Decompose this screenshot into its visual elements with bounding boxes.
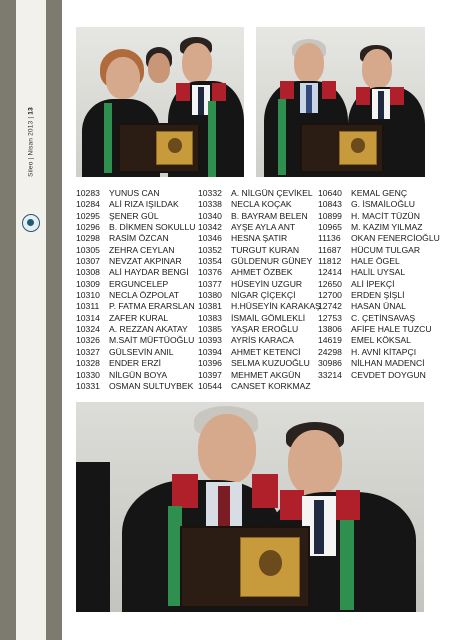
- graduate-name: İSMAİL GÖMLEKLİ: [231, 312, 306, 323]
- graduate-entry: [318, 301, 440, 312]
- graduate-name: HALİL UYSAL: [351, 267, 406, 278]
- graduate-name: YAŞAR EROĞLU: [231, 324, 299, 335]
- registry-number: 30986: [318, 358, 342, 369]
- photo-ceremony-1: [76, 27, 244, 177]
- graduate-entry: [318, 279, 440, 290]
- graduate-name: AHMET KETENCİ: [231, 346, 301, 357]
- graduate-name: B. BAYRAM BELEN: [231, 210, 308, 221]
- graduate-entry: [198, 267, 321, 278]
- gown-collar: [280, 81, 294, 99]
- graduate-entry: [76, 335, 195, 346]
- graduate-entry: [198, 347, 321, 358]
- registry-number: 10352: [198, 244, 222, 255]
- award-plaque: [118, 123, 200, 173]
- graduate-entry: [318, 199, 440, 210]
- graduate-entry: [198, 381, 321, 392]
- registry-number: 10394: [198, 346, 222, 357]
- graduate-entry: [76, 267, 195, 278]
- gown-collar: [172, 474, 198, 508]
- person-tie: [306, 85, 312, 113]
- registry-number: 10283: [76, 188, 100, 198]
- graduate-name: AYRİS KARACA: [231, 335, 294, 346]
- graduate-entry: [318, 370, 440, 381]
- person-stole: [340, 520, 354, 610]
- graduate-name: NEVZAT AKPINAR: [109, 256, 182, 267]
- sidebar-strip: [16, 0, 46, 640]
- graduate-entry: [76, 381, 195, 392]
- graduate-entry: [76, 211, 195, 222]
- graduate-name: SELMA KUZUOĞLU: [231, 358, 310, 369]
- graduate-entry: [198, 211, 321, 222]
- registry-number: 12753: [318, 312, 342, 323]
- registry-number: 10381: [198, 301, 222, 312]
- graduate-name: ALİ HAYDAR BENGİ: [109, 267, 189, 278]
- gown-collar: [212, 83, 226, 101]
- registry-number: 33214: [318, 369, 342, 380]
- graduate-name: AHMET ÖZBEK: [231, 267, 293, 278]
- graduate-name: ZAFER KURAL: [109, 312, 169, 323]
- magazine-logo-icon: [22, 214, 40, 232]
- registry-number: 10385: [198, 324, 222, 335]
- graduate-entry: [318, 335, 440, 346]
- gown-collar: [252, 474, 278, 508]
- graduate-entry: [76, 188, 195, 199]
- graduate-entry: [198, 222, 321, 233]
- registry-number: 24298: [318, 346, 342, 357]
- graduate-name: ENDER ERZİ: [109, 358, 162, 369]
- graduate-list-column-3: [318, 188, 440, 381]
- graduate-entry: [318, 324, 440, 335]
- graduate-name: CANSET KORKMAZ: [231, 380, 311, 391]
- graduate-entry: [318, 188, 440, 199]
- graduate-entry: [76, 279, 195, 290]
- registry-number: 10331: [76, 380, 100, 391]
- graduate-entry: [198, 279, 321, 290]
- graduate-name: AYŞE AYLA ANT: [231, 222, 296, 233]
- graduate-entry: [76, 301, 195, 312]
- person-head: [198, 414, 256, 484]
- graduate-name: G. İSMAİLOĞLU: [351, 199, 415, 210]
- graduate-name: ERDEN ŞİŞLİ: [351, 290, 405, 301]
- graduate-entry: [198, 290, 321, 301]
- graduate-name: NİGAR ÇİÇEKÇİ: [231, 290, 296, 301]
- graduate-name: H. MACİT TÜZÜN: [351, 210, 420, 221]
- registry-number: 10328: [76, 358, 100, 369]
- registry-number: 10354: [198, 256, 222, 267]
- graduate-entry: [198, 301, 321, 312]
- graduate-name: RASİM ÖZCAN: [109, 233, 169, 244]
- gown-collar: [336, 490, 360, 520]
- graduate-name: HÜSEYİN UZGUR: [231, 278, 303, 289]
- award-plaque: [300, 123, 384, 173]
- graduate-name: ERGUNCELEP: [109, 278, 169, 289]
- graduate-name: EMEL KÖKSAL: [351, 335, 411, 346]
- plaque-gold-plate: [339, 131, 377, 166]
- graduate-name: A. NİLGÜN ÇEVİKEL: [231, 188, 313, 198]
- registry-number: 11812: [318, 256, 342, 267]
- registry-number: 10376: [198, 267, 222, 278]
- registry-number: 11136: [318, 233, 341, 244]
- graduate-entry: [198, 188, 321, 199]
- person-tie: [198, 87, 204, 115]
- graduate-name: KEMAL GENÇ: [351, 188, 408, 198]
- graduate-entry: [76, 199, 195, 210]
- award-plaque: [180, 526, 310, 608]
- graduate-name: HESNA ŞATIR: [231, 233, 288, 244]
- photo-ceremony-3: [76, 402, 424, 612]
- person-stole: [278, 99, 286, 175]
- graduate-name: H.HÜSEYİN KARAKAŞ: [231, 301, 321, 312]
- graduate-entry: [76, 347, 195, 358]
- registry-number: 10296: [76, 222, 100, 233]
- registry-number: 10305: [76, 244, 100, 255]
- graduate-entry: [318, 358, 440, 369]
- person-stole: [208, 101, 216, 177]
- graduate-entry: [198, 324, 321, 335]
- running-footer: Sileo | Nisan 2013 | 13: [27, 107, 35, 177]
- graduate-entry: [198, 245, 321, 256]
- graduate-entry: [318, 267, 440, 278]
- registry-number: 13806: [318, 324, 342, 335]
- registry-number: 10377: [198, 278, 222, 289]
- graduate-name: M. KAZIM YILMAZ: [351, 222, 423, 233]
- registry-number: 12742: [318, 301, 342, 312]
- graduate-name: AFİFE HALE TUZCU: [351, 324, 432, 335]
- registry-number: 11687: [318, 244, 342, 255]
- person-tie: [314, 500, 324, 554]
- graduate-entry: [198, 370, 321, 381]
- graduate-name: ZEHRA CEYLAN: [109, 244, 175, 255]
- registry-number: 10380: [198, 290, 222, 301]
- graduate-entry: [76, 290, 195, 301]
- graduate-name: NECLA ÖZPOLAT: [109, 290, 180, 301]
- registry-number: 10310: [76, 290, 100, 301]
- graduate-entry: [76, 324, 195, 335]
- graduate-entry: [76, 222, 195, 233]
- registry-number: 10396: [198, 358, 222, 369]
- background-person: [76, 462, 110, 612]
- registry-number: 10843: [318, 199, 342, 210]
- person-head: [148, 53, 170, 83]
- graduate-name: HASAN ÜNAL: [351, 301, 406, 312]
- gown-collar: [356, 87, 370, 105]
- person-head: [106, 57, 140, 99]
- graduate-name: OSMAN SULTUYBEK: [109, 380, 194, 391]
- registry-number: 10397: [198, 369, 222, 380]
- graduate-entry: [318, 211, 440, 222]
- registry-number: 10332: [198, 188, 222, 198]
- page-number: 13: [27, 107, 35, 115]
- registry-number: 10342: [198, 222, 222, 233]
- person-tie: [378, 91, 384, 119]
- graduate-entry: [318, 222, 440, 233]
- graduate-name: GÜLSEVİN ANIL: [109, 346, 174, 357]
- registry-number: 10327: [76, 346, 100, 357]
- graduate-entry: [198, 233, 321, 244]
- registry-number: 10308: [76, 267, 100, 278]
- graduate-entry: [76, 313, 195, 324]
- graduate-list-column-2: [198, 188, 321, 392]
- graduate-entry: [198, 335, 321, 346]
- graduate-entry: [318, 233, 440, 244]
- graduate-name: YUNUS CAN: [109, 188, 160, 198]
- gown-collar: [280, 490, 304, 520]
- person-head: [182, 43, 212, 83]
- registry-number: 10311: [76, 301, 100, 312]
- graduate-entry: [318, 245, 440, 256]
- graduate-entry: [318, 347, 440, 358]
- person-head: [288, 430, 342, 496]
- registry-number: 10298: [76, 233, 100, 244]
- graduate-name: ALİ İPEKÇİ: [351, 278, 395, 289]
- magazine-name: Sileo: [27, 161, 35, 177]
- plaque-gold-plate: [156, 131, 193, 166]
- graduate-name: NİLGÜN BOYA: [109, 369, 168, 380]
- registry-number: 12650: [318, 278, 342, 289]
- gown-collar: [390, 87, 404, 105]
- graduate-name: HALE ÖGEL: [351, 256, 400, 267]
- graduate-name: C. ÇETİNSAVAŞ: [351, 312, 416, 323]
- registry-number: 10393: [198, 335, 222, 346]
- graduate-entry: [76, 256, 195, 267]
- graduate-list-column-1: [76, 188, 195, 392]
- person-head: [362, 49, 392, 89]
- registry-number: 10640: [318, 188, 342, 198]
- graduate-name: MEHMET AKGÜN: [231, 369, 301, 380]
- registry-number: 10326: [76, 335, 100, 346]
- registry-number: 10307: [76, 256, 100, 267]
- registry-number: 10324: [76, 324, 100, 335]
- graduate-name: TURGUT KURAN: [231, 244, 300, 255]
- page-sidebar: [0, 0, 62, 640]
- graduate-name: NİLHAN MADENCİ: [351, 358, 425, 369]
- registry-number: 12700: [318, 290, 342, 301]
- graduate-entry: [198, 358, 321, 369]
- graduate-entry: [198, 199, 321, 210]
- registry-number: 10899: [318, 210, 342, 221]
- person-head: [294, 43, 324, 83]
- graduate-name: GÜLDENUR GÜNEY: [231, 256, 313, 267]
- registry-number: 10284: [76, 199, 100, 210]
- graduate-name: CEVDET DOYGUN: [351, 369, 426, 380]
- graduate-name: ALİ RIZA IŞILDAK: [109, 199, 179, 210]
- graduate-entry: [76, 370, 195, 381]
- registry-number: 10330: [76, 369, 100, 380]
- graduate-entry: [318, 256, 440, 267]
- person-stole: [104, 103, 112, 173]
- issue-date: Nisan 2013: [27, 120, 35, 156]
- graduate-name: ŞENER GÜL: [109, 210, 159, 221]
- graduate-entry: [198, 313, 321, 324]
- graduate-entry: [76, 245, 195, 256]
- registry-number: 14619: [318, 335, 342, 346]
- plaque-gold-plate: [240, 537, 300, 596]
- registry-number: 10338: [198, 199, 222, 210]
- gown-collar: [322, 81, 336, 99]
- graduate-name: H. AVNİ KİTAPÇI: [351, 346, 417, 357]
- gown-collar: [176, 83, 190, 101]
- graduate-entry: [318, 313, 440, 324]
- graduate-name: NECLA KOÇAK: [231, 199, 292, 210]
- graduate-entry: [198, 256, 321, 267]
- graduate-name: M.SAİT MÜFTÜOĞLU: [109, 335, 195, 346]
- graduate-name: P. FATMA ERARSLAN: [109, 301, 195, 312]
- graduate-entry: [76, 358, 195, 369]
- registry-number: 10295: [76, 210, 100, 221]
- graduate-name: A. REZZAN AKATAY: [109, 324, 188, 335]
- registry-number: 10309: [76, 278, 100, 289]
- registry-number: 12414: [318, 267, 342, 278]
- registry-number: 10965: [318, 222, 342, 233]
- photo-ceremony-2: [256, 27, 425, 177]
- graduate-name: HÜCUM TULGAR: [351, 244, 421, 255]
- graduate-entry: [318, 290, 440, 301]
- registry-number: 10544: [198, 380, 222, 391]
- registry-number: 10383: [198, 312, 222, 323]
- registry-number: 10340: [198, 210, 222, 221]
- registry-number: 10346: [198, 233, 222, 244]
- graduate-entry: [76, 233, 195, 244]
- registry-number: 10314: [76, 312, 100, 323]
- graduate-name: OKAN FENERCİOĞLU: [351, 233, 440, 244]
- graduate-name: B. DİKMEN SOKULLU: [109, 222, 196, 233]
